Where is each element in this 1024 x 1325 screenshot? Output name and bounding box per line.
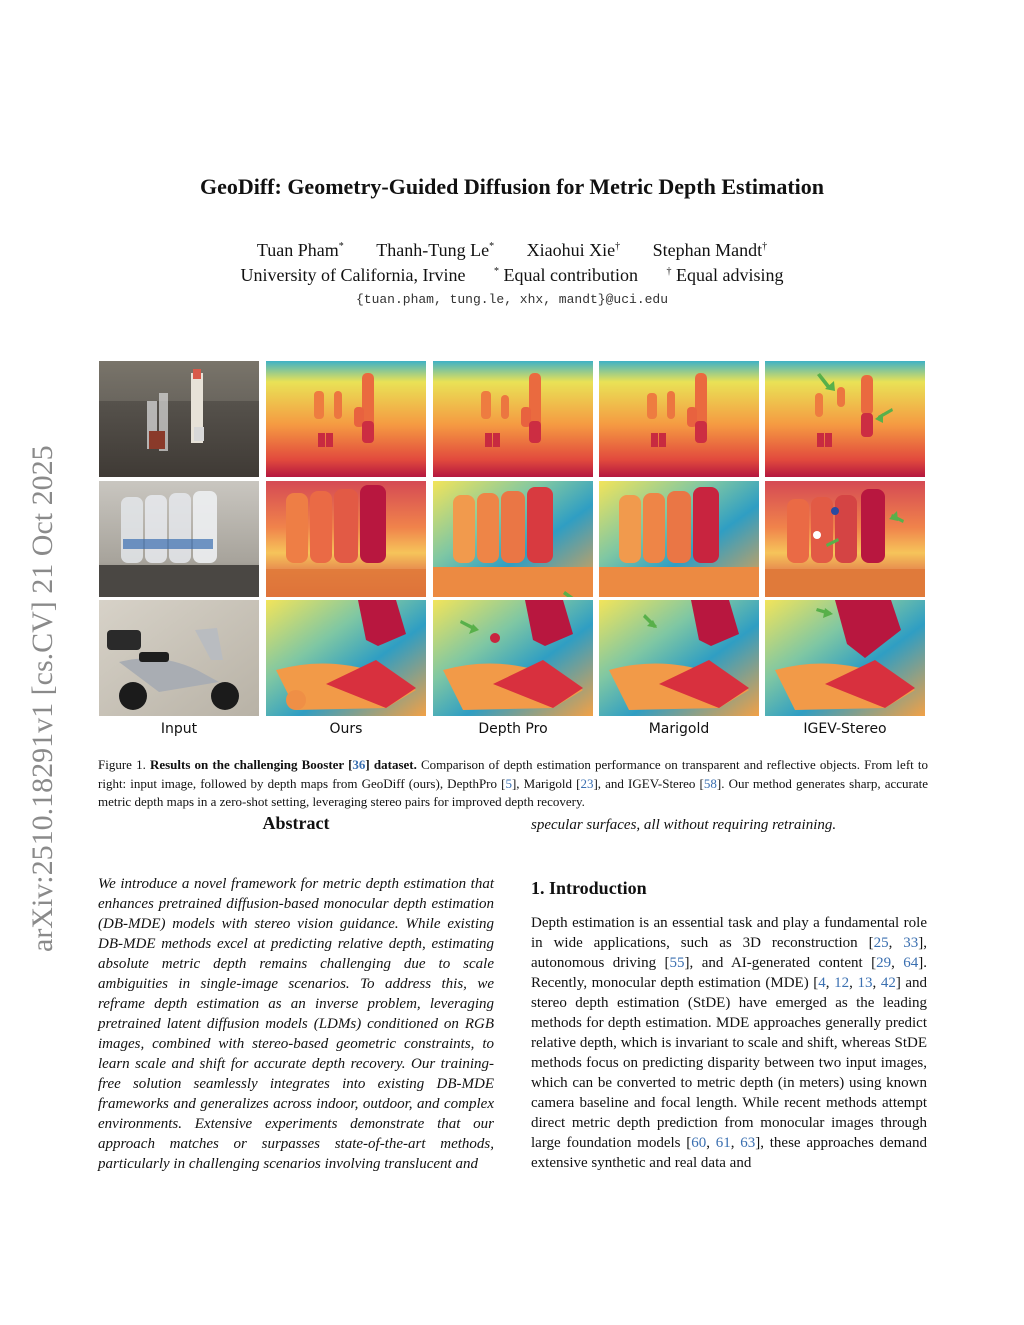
depth-map-depthpro-row1 [433, 361, 593, 477]
depth-map-marigold-row3 [599, 600, 759, 716]
panel-igev-water-bottles [765, 481, 925, 597]
citation-link[interactable]: 25 [873, 935, 889, 951]
panel-depthpro-bottles-floor [433, 361, 593, 477]
citation-link[interactable]: 33 [903, 935, 919, 951]
column-label-depth-pro: Depth Pro [478, 721, 548, 737]
citation-link[interactable]: 23 [580, 775, 594, 791]
panel-igev-scooter [765, 600, 925, 716]
depth-map-igev-row2 [765, 481, 925, 597]
panel-depthpro-scooter [433, 600, 593, 716]
affiliation: University of California, Irvine [240, 265, 466, 285]
citation-link[interactable]: 42 [880, 975, 896, 991]
citation-link[interactable]: 55 [669, 955, 685, 971]
panel-igev-bottles-floor [765, 361, 925, 477]
depth-map-marigold-row1 [599, 361, 759, 477]
panel-depthpro-water-bottles [433, 481, 593, 597]
panel-input-bottles-floor [99, 361, 259, 477]
depth-map-depthpro-row3 [433, 600, 593, 716]
figure-caption: Figure 1. Results on the challenging Booster [36] dataset. Comparison of depth estimation performance on transparent and reflective objects. From left to right: input image, followed by depth maps from GeoDiff (ours), DepthPro [5], Marigold [23], and IGEV-Stereo [58]. Our method generates sharp, accurate metric depth maps in a zero-shot setting, leveraging stereo pairs for improved depth recovery. [98, 757, 929, 809]
introduction-paragraph: Depth estimation is an essential task and play a fundamental role in wide applications, such as 3D reconstruction [25, 33], autonomous driving [55], and AI-generated content [29, 64]. Recently, monocular depth estimation (MDE) [4, 12, 13, 42] and stereo depth estimation (StDE) have emerged as the leading methods for depth estimation. MDE approaches generally predict relative depth, which is invariant to scale and shift, whereas StDE methods focus on predicting disparity between two input images, which can be converted to metric depth (in meters) using known camera baseline and focal length. While recent methods attempt direct metric depth prediction from monocular images through large foundation models [60, 61, 63], these approaches demand extensive synthetic and real data and [531, 915, 928, 1171]
abstract-heading: Abstract [262, 813, 330, 833]
arxiv-identifier: arXiv:2510.18291v1 [cs.CV] 21 Oct 2025 [26, 445, 59, 952]
citation-link[interactable]: 4 [818, 975, 826, 991]
author-list [0, 240, 1024, 261]
citation-link[interactable]: 12 [834, 975, 850, 991]
depth-map-igev-row1 [765, 361, 925, 477]
citation-link[interactable]: 36 [352, 757, 366, 772]
citation-link[interactable]: 29 [876, 955, 892, 971]
citation-link[interactable]: 60 [691, 1135, 707, 1151]
column-label-input: Input [160, 721, 198, 737]
depth-map-igev-row3 [765, 600, 925, 716]
author: Xiaohui Xie† [526, 240, 621, 260]
author: Stephan Mandt† [652, 240, 768, 260]
depth-map-ours-row2 [266, 481, 426, 597]
author: Tuan Pham* [256, 240, 344, 260]
column-label-igev-stereo: IGEV-Stereo [803, 721, 887, 737]
citation-link[interactable]: 58 [703, 775, 717, 791]
input-image-bottles-floor [99, 361, 259, 477]
author-emails: {tuan.pham, tung.le, xhx, mandt}@uci.edu [355, 292, 669, 307]
depth-map-ours-row1 [266, 361, 426, 477]
citation-link[interactable]: 61 [715, 1135, 731, 1151]
paper-title: GeoDiff: Geometry-Guided Diffusion for Metric Depth Estimation [199, 174, 825, 199]
input-image-scooter [99, 600, 259, 716]
citation-link[interactable]: 63 [740, 1135, 756, 1151]
abstract-continuation: specular surfaces, all without requiring retraining. [531, 817, 837, 833]
panel-marigold-water-bottles [599, 481, 759, 597]
equal-advising-note: † Equal advising [666, 265, 784, 285]
equal-contribution-note: * Equal contribution [493, 265, 638, 285]
panel-input-water-bottles [99, 481, 259, 597]
depth-map-depthpro-row2 [433, 481, 593, 597]
panel-ours-bottles-floor [266, 361, 426, 477]
citation-link[interactable]: 64 [903, 955, 919, 971]
panel-ours-water-bottles [266, 481, 426, 597]
depth-map-marigold-row2 [599, 481, 759, 597]
citation-link[interactable]: 13 [857, 975, 873, 991]
panel-marigold-scooter [599, 600, 759, 716]
author: Thanh-Tung Le* [376, 240, 495, 260]
panel-ours-scooter [266, 600, 426, 716]
input-image-water-bottles [99, 481, 259, 597]
citation-link[interactable]: 5 [505, 775, 512, 791]
column-label-marigold: Marigold [648, 721, 710, 737]
affiliation-line [0, 265, 1024, 286]
panel-marigold-bottles-floor [599, 361, 759, 477]
section-heading-introduction: 1. Introduction [531, 878, 647, 898]
column-label-ours: Ours [329, 721, 363, 737]
abstract-body: We introduce a novel framework for metric depth estimation that enhances pretrained diffusion-based monocular depth estimation (DB-MDE) models with stereo vision guidance. While existing DB-MDE methods excel at predicting relative depth, estimating absolute metric depth remains challenging due to scale ambiguities in single-image scenarios. To address this, we reframe depth estimation as an inverse problem, leveraging pretrained latent diffusion models (LDMs) conditioned on RGB images, combined with stereo-based geometric constraints, to learn scale and shift for accurate depth recovery. Our training-free solution seamlessly integrates into existing DB-MDE frameworks and generalizes across indoor, outdoor, and complex environments. Extensive experiments demonstrate that our approach matches or surpasses state-of-the-art methods, particularly in challenging scenarios involving translucent and [98, 876, 494, 1172]
depth-map-ours-row3 [266, 600, 426, 716]
panel-input-scooter [99, 600, 259, 716]
